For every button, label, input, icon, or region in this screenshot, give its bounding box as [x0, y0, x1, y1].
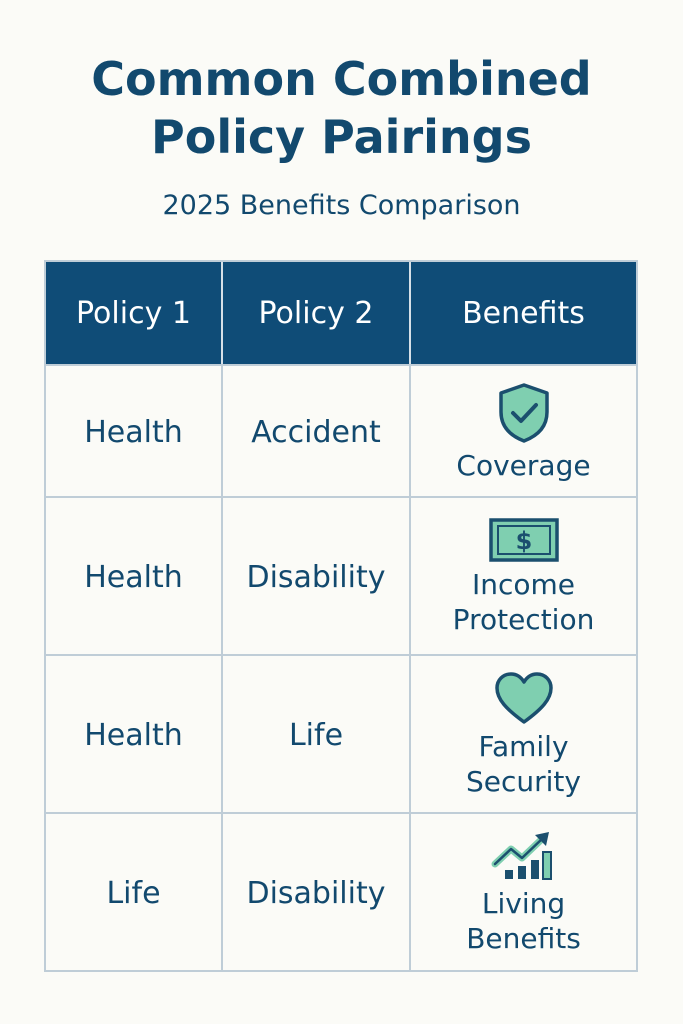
table-header-row: [46, 262, 636, 364]
pairings-table: [44, 260, 638, 972]
heart-icon: [494, 671, 554, 725]
benefit-label: Living Benefits: [466, 887, 581, 955]
shield-check-icon: [497, 382, 551, 444]
benefit-label: Family Security: [466, 730, 581, 798]
title-line-1: Common Combined: [91, 52, 592, 106]
subtitle: 2025 Benefits Comparison: [162, 190, 521, 221]
table-row: [46, 812, 636, 972]
benefit-label: Coverage: [456, 448, 591, 482]
money-bill-icon: [488, 517, 560, 563]
policy-1-cell: Health: [46, 498, 223, 656]
table-row: [46, 364, 636, 498]
policy-2-cell: Accident: [223, 366, 411, 498]
policy-2-cell: Disability: [223, 498, 411, 656]
table-row: [46, 496, 636, 656]
policy-1-cell: Health: [46, 366, 223, 498]
header-policy-2: Policy 2: [223, 262, 411, 364]
policy-1-cell: Life: [46, 814, 223, 972]
page-title: [0, 50, 683, 166]
header-benefits: Benefits: [462, 295, 585, 331]
benefit-cell: [411, 498, 636, 656]
policy-1-cell: Health: [46, 656, 223, 814]
title-line-2: Policy Pairings: [151, 110, 532, 164]
table-row: [46, 654, 636, 814]
benefit-cell: [411, 814, 636, 972]
header-policy-1: Policy 1: [46, 262, 223, 364]
benefit-cell: [411, 656, 636, 814]
svg-text:$: $: [515, 527, 532, 555]
growth-chart-icon: [491, 830, 557, 882]
policy-2-cell: Disability: [223, 814, 411, 972]
benefit-label: Income Protection: [452, 568, 595, 636]
benefit-cell: [411, 366, 636, 498]
policy-2-cell: Life: [223, 656, 411, 814]
